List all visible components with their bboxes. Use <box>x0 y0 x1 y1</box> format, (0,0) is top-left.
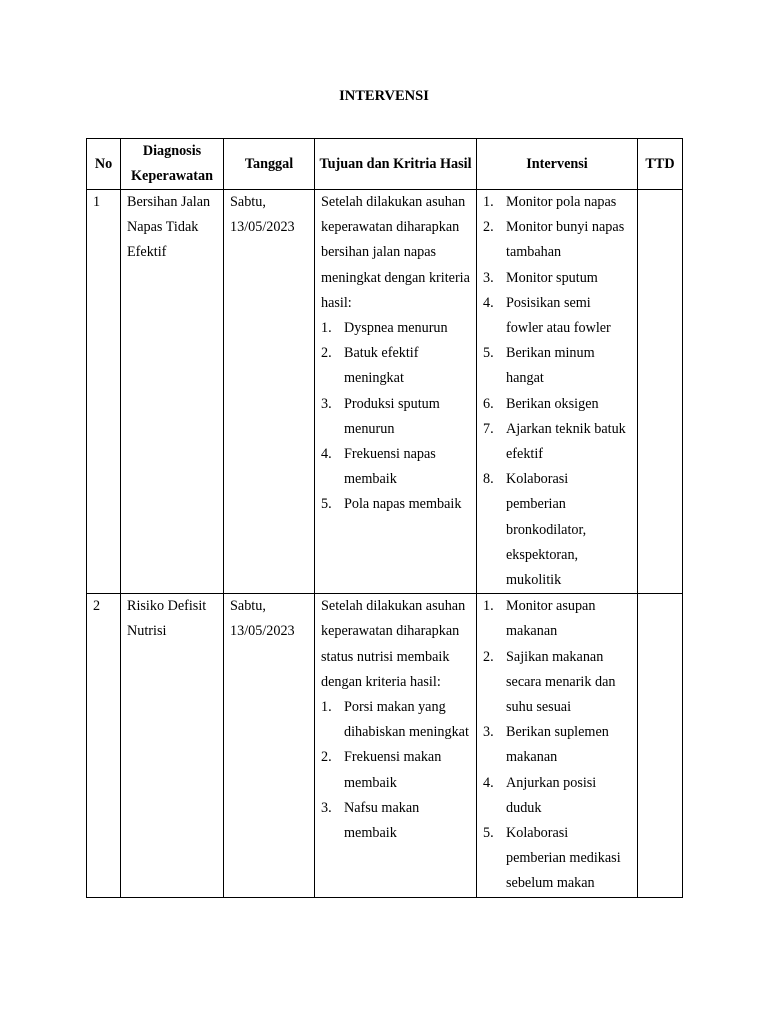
date-cell <box>224 594 315 897</box>
list-text: Nafsu makan membaik <box>344 799 420 842</box>
list-text: Frekuensi makan membaik <box>344 749 442 791</box>
list-text: Posisikan semi fowler atau fowler <box>506 294 611 337</box>
date-cell <box>224 190 315 594</box>
list-item <box>321 695 470 745</box>
list-number: 6. <box>483 395 494 412</box>
intervention-cell <box>477 594 638 897</box>
goal-cell <box>315 594 477 897</box>
list-item <box>321 492 470 517</box>
list-item <box>483 392 631 417</box>
list-number: 5. <box>483 345 494 362</box>
list-number: 2. <box>483 648 494 665</box>
list-item <box>321 442 470 492</box>
list-item <box>483 771 631 821</box>
header-ttd: TTD <box>638 139 683 190</box>
list-item <box>483 291 631 341</box>
goal-intro: Setelah dilakukan asuhan keperawatan diharapkan status nutrisi membaik dengan kriteria hasil: <box>321 598 466 690</box>
list-number: 2. <box>321 749 332 766</box>
list-text: Produksi sputum menurun <box>344 395 440 437</box>
list-item <box>483 341 631 391</box>
list-number: 5. <box>483 825 494 842</box>
list-text: Monitor sputum <box>506 269 598 286</box>
list-text: Kolaborasi pemberian bronkodilator, ekspektoran, mukolitik <box>506 471 587 589</box>
list-text: Pola napas membaik <box>344 496 462 513</box>
list-item <box>321 392 470 442</box>
list-text: Monitor asupan makanan <box>506 598 596 640</box>
list-item <box>321 796 470 846</box>
criteria-list <box>321 316 470 518</box>
list-text: Berikan oksigen <box>506 395 599 412</box>
table-row <box>87 594 683 897</box>
list-item <box>483 821 631 897</box>
list-number: 4. <box>483 294 494 311</box>
list-text: Dyspnea menurun <box>344 320 448 337</box>
intervention-cell <box>477 190 638 594</box>
list-number: 8. <box>483 471 494 488</box>
list-item <box>483 190 631 215</box>
criteria-list <box>321 695 470 846</box>
list-number: 1. <box>483 598 494 615</box>
intervention-table <box>86 138 683 898</box>
list-text: Monitor bunyi napas tambahan <box>506 219 625 261</box>
list-number: 3. <box>483 724 494 741</box>
header-diagnosis: Diagnosis Keperawatan <box>121 139 224 190</box>
page-title: INTERVENSI <box>339 88 429 104</box>
list-item <box>483 417 631 467</box>
list-text: Berikan minum hangat <box>506 345 595 387</box>
list-number: 7. <box>483 420 494 437</box>
goal-intro: Setelah dilakukan asuhan keperawatan diharapkan bersihan jalan napas meningkat dengan kriteria hasil: <box>321 194 470 311</box>
list-text: Batuk efektif meningkat <box>344 345 419 387</box>
list-item <box>483 215 631 265</box>
list-number: 3. <box>321 395 332 412</box>
list-text: Ajarkan teknik batuk efektif <box>506 420 626 463</box>
header-no: No <box>87 139 121 190</box>
date-value: 13/05/2023 <box>230 623 295 640</box>
signature-cell <box>638 594 683 897</box>
row-number: 1 <box>87 190 121 594</box>
list-number: 2. <box>483 219 494 236</box>
list-number: 1. <box>321 320 332 337</box>
list-number: 1. <box>483 194 494 210</box>
intervention-list <box>483 190 631 593</box>
list-item <box>483 467 631 593</box>
list-item <box>483 266 631 291</box>
list-item <box>321 341 470 391</box>
header-intervensi: Intervensi <box>477 139 638 190</box>
signature-cell <box>638 190 683 594</box>
table-row <box>87 190 683 594</box>
list-number: 3. <box>483 269 494 286</box>
header-tujuan: Tujuan dan Kritria Hasil <box>315 139 477 190</box>
header-tanggal: Tanggal <box>224 139 315 190</box>
list-number: 5. <box>321 496 332 513</box>
list-text: Porsi makan yang dihabiskan meningkat <box>344 699 469 741</box>
list-number: 4. <box>483 774 494 791</box>
row-number: 2 <box>87 594 121 897</box>
diagnosis-cell: Bersihan Jalan Napas Tidak Efektif <box>121 190 224 594</box>
list-text: Berikan suplemen makanan <box>506 724 609 766</box>
list-text: Sajikan makanan secara menarik dan suhu sesuai <box>506 648 616 716</box>
diagnosis-cell: Risiko Defisit Nutrisi <box>121 594 224 897</box>
list-text: Anjurkan posisi duduk <box>506 774 597 816</box>
list-number: 2. <box>321 345 332 362</box>
goal-cell <box>315 190 477 594</box>
date-day: Sabtu, <box>230 194 266 210</box>
list-item <box>483 594 631 644</box>
list-text: Frekuensi napas membaik <box>344 446 436 488</box>
date-value: 13/05/2023 <box>230 219 295 236</box>
list-item <box>321 316 470 341</box>
list-text: Kolaborasi pemberian medikasi sebelum makan <box>506 825 621 892</box>
list-number: 3. <box>321 799 332 816</box>
list-number: 1. <box>321 699 332 716</box>
list-item <box>321 745 470 795</box>
list-number: 4. <box>321 446 332 463</box>
list-item <box>483 720 631 770</box>
list-item <box>483 645 631 721</box>
list-text: Monitor pola napas <box>506 194 617 210</box>
date-day: Sabtu, <box>230 598 266 615</box>
table-header-row <box>87 139 683 190</box>
intervention-list <box>483 594 631 896</box>
